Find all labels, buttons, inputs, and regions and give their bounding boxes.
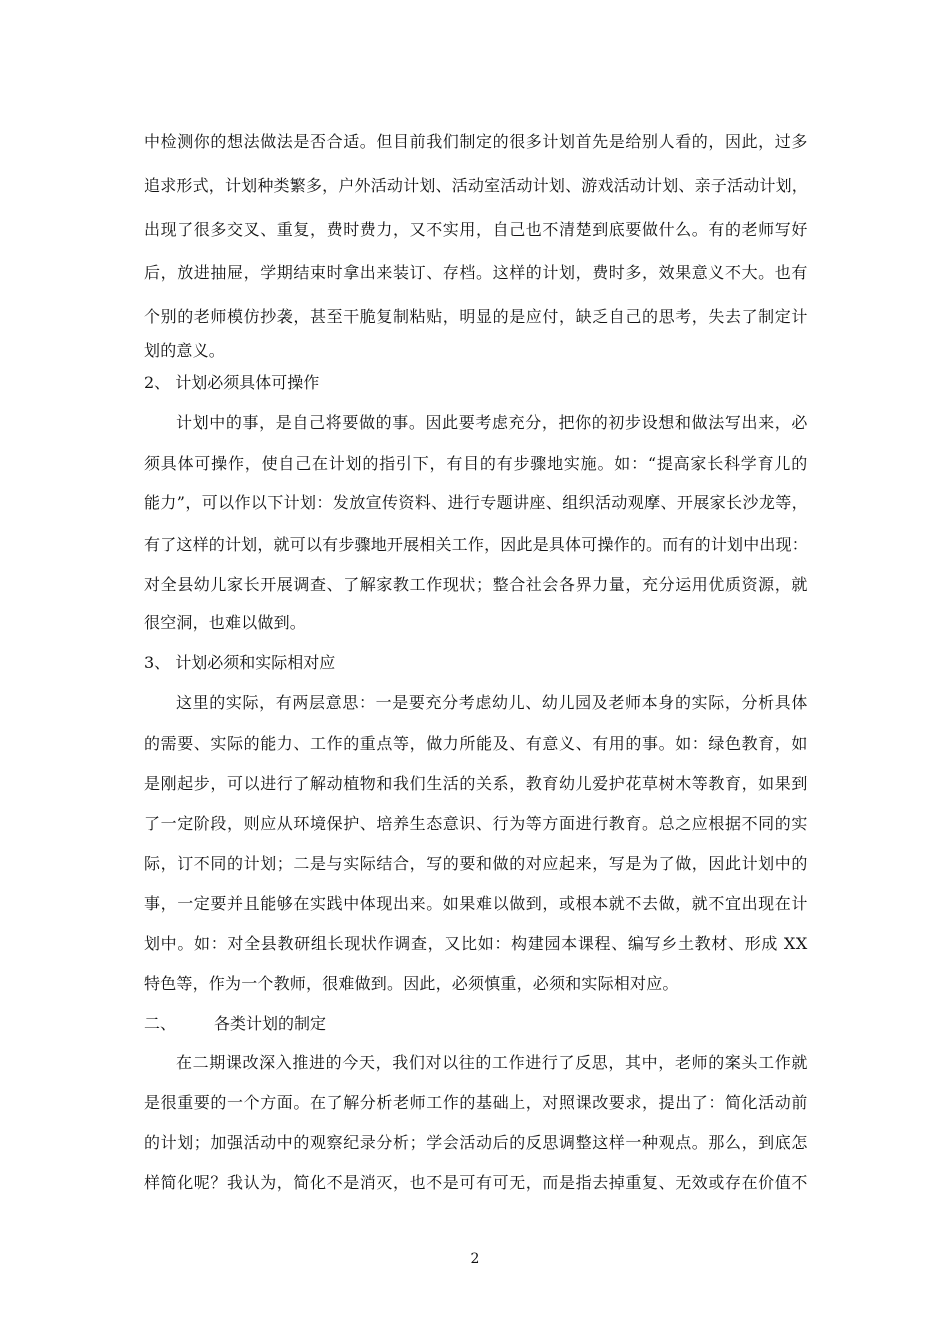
body-line: 追求形式，计划种类繁多，户外活动计划、活动室活动计划、游戏活动计划、亲子活动计划，	[144, 176, 808, 195]
body-line: 很空洞，也难以做到。	[144, 613, 307, 632]
body-line: 个别的老师模仿抄袭，甚至干脆复制粘贴，明显的是应付，缺乏自己的思考，失去了制定计	[144, 307, 808, 326]
body-line: 特色等，作为一个教师，很难做到。因此，必须慎重，必须和实际相对应。	[144, 974, 679, 993]
body-line: 能力”，可以作以下计划：发放宣传资料、进行专题讲座、组织活动观摩、开展家长沙龙等，	[144, 493, 808, 512]
subheading: 2、 计划必须具体可操作	[144, 373, 320, 392]
body-line: 出现了很多交叉、重复，费时费力，又不实用，自己也不清楚到底要做什么。有的老师写好	[144, 220, 808, 239]
body-line: 在二期课改深入推进的今天，我们对以往的工作进行了反思，其中，老师的案头工作就	[176, 1053, 808, 1072]
body-line: 了一定阶段，则应从环境保护、培养生态意识、行为等方面进行教育。总之应根据不同的实	[144, 814, 808, 833]
page-number: 2	[470, 1251, 480, 1267]
body-line: 须具体可操作，使自己在计划的指引下，有目的有步骤地实施。如：“提高家长科学育儿的	[144, 454, 808, 473]
body-line: 有了这样的计划，就可以有步骤地开展相关工作，因此是具体可操作的。而有的计划中出现：	[144, 535, 808, 554]
body-line: 计划中的事，是自己将要做的事。因此要考虑充分，把你的初步设想和做法写出来，必	[176, 413, 808, 432]
body-line: 样简化呢？我认为，简化不是消灭，也不是可有可无，而是指去掉重复、无效或存在价值不	[144, 1173, 808, 1192]
section-title: 各类计划的制定	[214, 1014, 327, 1033]
body-line: 中检测你的想法做法是否合适。但目前我们制定的很多计划首先是给别人看的，因此，过多	[144, 132, 808, 151]
body-line: 的计划；加强活动中的观察纪录分析；学会活动后的反思调整这样一种观点。那么，到底怎	[144, 1133, 808, 1152]
subheading: 3、 计划必须和实际相对应	[144, 653, 336, 672]
body-line: 对全县幼儿家长开展调查、了解家教工作现状；整合社会各界力量，充分运用优质资源，就	[144, 575, 808, 594]
body-line: 后，放进抽屉，学期结束时拿出来装订、存档。这样的计划，费时多，效果意义不大。也有	[144, 263, 808, 282]
body-line: 是刚起步，可以进行了解动植物和我们生活的关系，教育幼儿爱护花草树木等教育，如果到	[144, 774, 808, 793]
body-line: 的需要、实际的能力、工作的重点等，做力所能及、有意义、有用的事。如：绿色教育，如	[144, 734, 808, 753]
body-line: 这里的实际，有两层意思：一是要充分考虑幼儿、幼儿园及老师本身的实际，分析具体	[176, 693, 808, 712]
section-number: 二、	[144, 1014, 177, 1033]
body-line: 事，一定要并且能够在实践中体现出来。如果难以做到，或根本就不去做，就不宜出现在计	[144, 894, 808, 913]
body-line: 际，订不同的计划；二是与实际结合，写的要和做的对应起来，写是为了做，因此计划中的	[144, 854, 808, 873]
body-line: 是很重要的一个方面。在了解分析老师工作的基础上，对照课改要求，提出了：简化活动前	[144, 1093, 808, 1112]
body-line: 划的意义。	[144, 341, 226, 360]
body-line: 划中。如：对全县教研组长现状作调查，又比如：构建园本课程、编写乡土教材、形成 XX	[144, 934, 808, 953]
